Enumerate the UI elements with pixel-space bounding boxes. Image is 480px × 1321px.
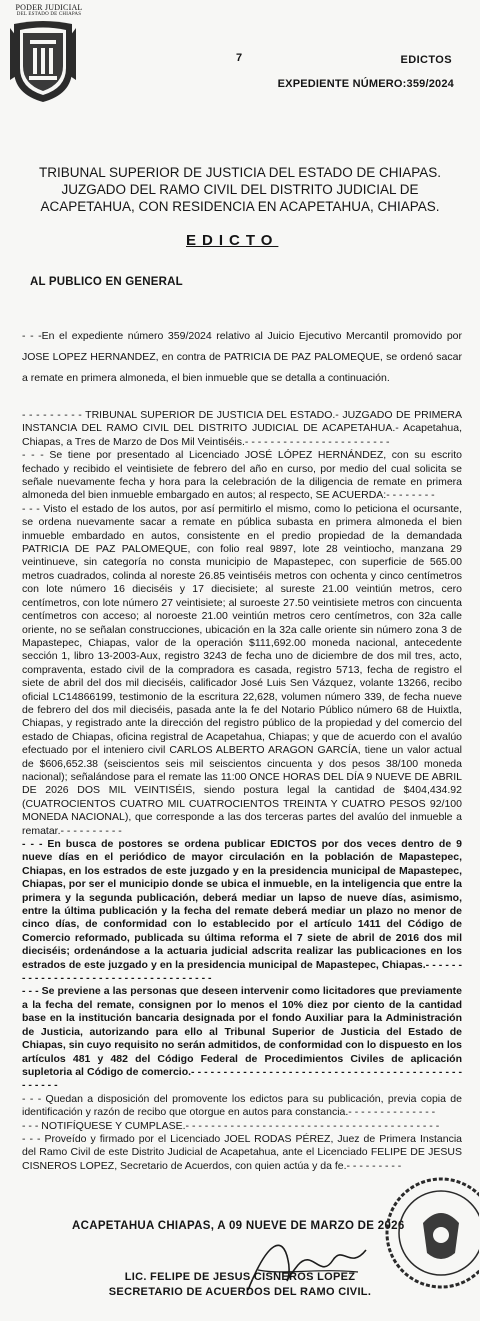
paragraph-signed: - - - Proveído y firmado por el Licenciado JOEL RODAS PÉREZ, Juez de Primera Instancia del Ramo Civil de este Distrito Judicial de Acapetahua, ante el Licenciado FELIPE DE JESUS CISNEROS LOPEZ, Secretario de Acuerdos, con quien actúa y da fe.- - - - - - - - - (22, 1132, 462, 1172)
court-heading (30, 164, 450, 215)
court-line-3: ACAPETAHUA, CON RESIDENCIA EN ACAPETAHUA, CHIAPAS. (40, 199, 440, 214)
page-mark: 7 (236, 52, 243, 64)
court-crest-logo (8, 6, 78, 104)
paragraph-bidders: - - - Se previene a las personas que deseen intervenir como licitadores que previamente a la fecha del remate, consignen por lo menos el 10% diez por ciento de la cantidad base en la institución bancaria designada por el fondo Auxiliar para la Administración de Justicia, autorizando para ello al Tribunal Superior de Justicia del Estado de Chiapas, sin cuyo requisito no serán admitidos, de conformidad con lo dispuesto en los artículos 481 y 482 del Código Federal de Procedimientos Civiles de aplicación supletoria al Código de comercio.- - - - - - - - - - - - - - - - - - - - - - - - - - - - - - - - - - - - - - - - - - - - - - - - (22, 985, 462, 1092)
crest-sublabel: DEL ESTADO DE CHIAPAS (16, 12, 82, 17)
place-date: ACAPETAHUA CHIAPAS, A 09 NUEVE DE MARZO DE 2026 (72, 1220, 405, 1232)
paragraph-availability: - - - Quedan a disposición del promovente los edictos para su publicación, previa copia de identificación y razón de recibo que otorgue en autos para constancia.- - - - - - - - - - - - - - (22, 1092, 462, 1119)
official-seal (383, 1143, 479, 1321)
intro-text: - - -En el expediente número 359/2024 relativo al Juicio Ejecutivo Mercantil promovido por JOSE LOPEZ HERNANDEZ, en contra de PATRICIA DE PAZ PALOMEQUE, se ordenó sacar a remate en primera almoneda, el bien inmueble que se detalla a continuación. (22, 330, 462, 384)
paragraph-court-header: - - - - - - - - - TRIBUNAL SUPERIOR DE JUSTICIA DEL ESTADO.- JUZGADO DE PRIMERA INSTANCIA DEL RAMO CIVIL DEL DISTRITO JUDICIAL DE ACAPETAHUA.- Acapetahua, Chiapas, a Tres de Marzo de Dos Mil Veintiséis.- - - - - - - - - - - - - - - - - - - - - - - (22, 409, 462, 448)
court-line-1: TRIBUNAL SUPERIOR DE JUSTICIA DEL ESTADO DE CHIAPAS. (38, 165, 442, 180)
file-number: EXPEDIENTE NÚMERO:359/2024 (277, 78, 454, 90)
court-line-2: JUZGADO DEL RAMO CIVIL DEL DISTRITO JUDICIAL DE (61, 182, 419, 197)
paragraph-property: - - - Visto el estado de los autos, por así permitirlo el mismo, como lo peticiona el ocursante, se ordena nuevamente sacar a remate en pública subasta en primera almoneda el bien inmueble embardado en autos, consistente en el predio propiedad de la demandada PATRICIA DE PAZ PALOMEQUE, con folio real 9897, lote 28 veintiocho, manzana 29 veintinueve, sin categoría no consta municipio de Mapastepec, con superficie de 565.00 metros cuadrados, colinda al noreste 26.85 veintiséis metros con ochenta y cinco centímetros con lote número 16 dieciséis y 17 diecisiete; al sureste 21.00 veintiún metros, cero centímetros, con lote número 27 veintisiete; al suroeste 27.50 veintisiete metros con cincuenta centímetros con acceso; al noroeste 21.00 veintiún metros cero centímetros, con 32a calle oriente, no se señalan construcciones, ubicación en la 32a calle oriente sin número zona 3 de Mapastepec, Chiapas, valor de la operación $111,692.00 moneda nacional, antecedente sección 1, libro 13-2003-Aux, registro 3243 de fecha uno de diciembre de dos mil tres, acto, compraventa, estado civil de la compradora es casada, registro 5713, fecha de registro el siete de abril del dos mil dieciséis, calificador José Luis Sen Vázquez, volante 13266, recibo oficial LC14866199, testimonio de la escritura 22,628, volumen número 339, de fecha nueve de febrero del dos mil dieciséis, pasada ante la fe del Notario Público número 68 de Huixtla, Chiapas, y registrado ante la dirección del registro público de la propiedad y del comercio del estado de Chiapas, oficina registral de Acapetahua, Chiapas; y que de acuerdo con el avalúo efectuado por el inteniero civil CARLOS ALBERTO ARAGON GARCÍA, tiene un valor actual de $606,652.38 (seiscientos seis mil seiscientos cincuenta y dos pesos 38/100 moneda nacional); señalándose para el remate las 11:00 ONCE HORAS DEL DÍA 9 NUEVE DE ABRIL DE 2026 DOS MIL VEINTISÉIS, siendo postura legal la cantidad de $404,434.92 (CUATROCIENTOS CUATRO MIL CUATROCIENTOS TREINTA Y CUATRO PESOS 92/100 MONEDA NACIONAL), que corresponde a las dos terceras partes del avalúo del inmueble a rematar.- - - - - - - - - - (22, 502, 462, 837)
document-title: EDICTO (186, 232, 279, 249)
order-text (22, 409, 462, 1173)
paragraph-notify: - - - NOTIFÍQUESE Y CUMPLASE.- - - - - - - - - - - - - - - - - - - - - - - - - - - - - - - - - - - - - - - - (22, 1119, 440, 1132)
crest-label: PODER JUDICIAL (15, 3, 83, 12)
signer-block (90, 1270, 390, 1300)
doc-type-label: EDICTOS (400, 54, 452, 66)
addressee: AL PUBLICO EN GENERAL (30, 276, 183, 288)
signer-name: LIC. FELIPE DE JESUS CISNEROS LOPEZ (124, 1271, 356, 1283)
signer-title: SECRETARIO DE ACUERDOS DEL RAMO CIVIL. (108, 1286, 372, 1298)
intro-paragraph (22, 326, 462, 389)
paragraph-publication: - - - En busca de postores se ordena publicar EDICTOS por dos veces dentro de 9 nueve días en el periódico de mayor circulación en la población de Mapastepec, Chiapas, en los estrados de este juzgado y en la presidencia municipal de Mapastepec, Chiapas, por ser el municipio donde se ubica el inmueble, en la inteligencia que entre la primera y la segunda publicación, deberá mediar un lapso de nueve días, asimismo, entre la última publicación y la fecha del remate deberá mediar un plazo no menor de cinco días, de conformidad con lo establecido por el artículo 1411 del Código de Comercio reformado, publicada su última reforma el 7 siete de abril de 2016 dos mil dieciséis; ordenándose a la actuaria judicial adscrita realizar las publicaciones en los estrados de este juzgado y en la presidencia municipal de Mapastepec, Chiapas.- - - - - - - - - - - - - - - - - - - - - - - - - - - - - - - - - - - - (22, 838, 462, 985)
paragraph-filing: - - - Se tiene por presentado al Licenciado JOSÉ LÓPEZ HERNÁNDEZ, con su escrito fechado y recibido el veintisiete de febrero del año en curso, por medio del cual solicita se señale nuevamente fecha y hora para la celebración de la diligencia de remate en primera almoneda del bien inmueble embargado en autos; al respecto, SE ACUERDA:- - - - - - - - (22, 449, 462, 502)
